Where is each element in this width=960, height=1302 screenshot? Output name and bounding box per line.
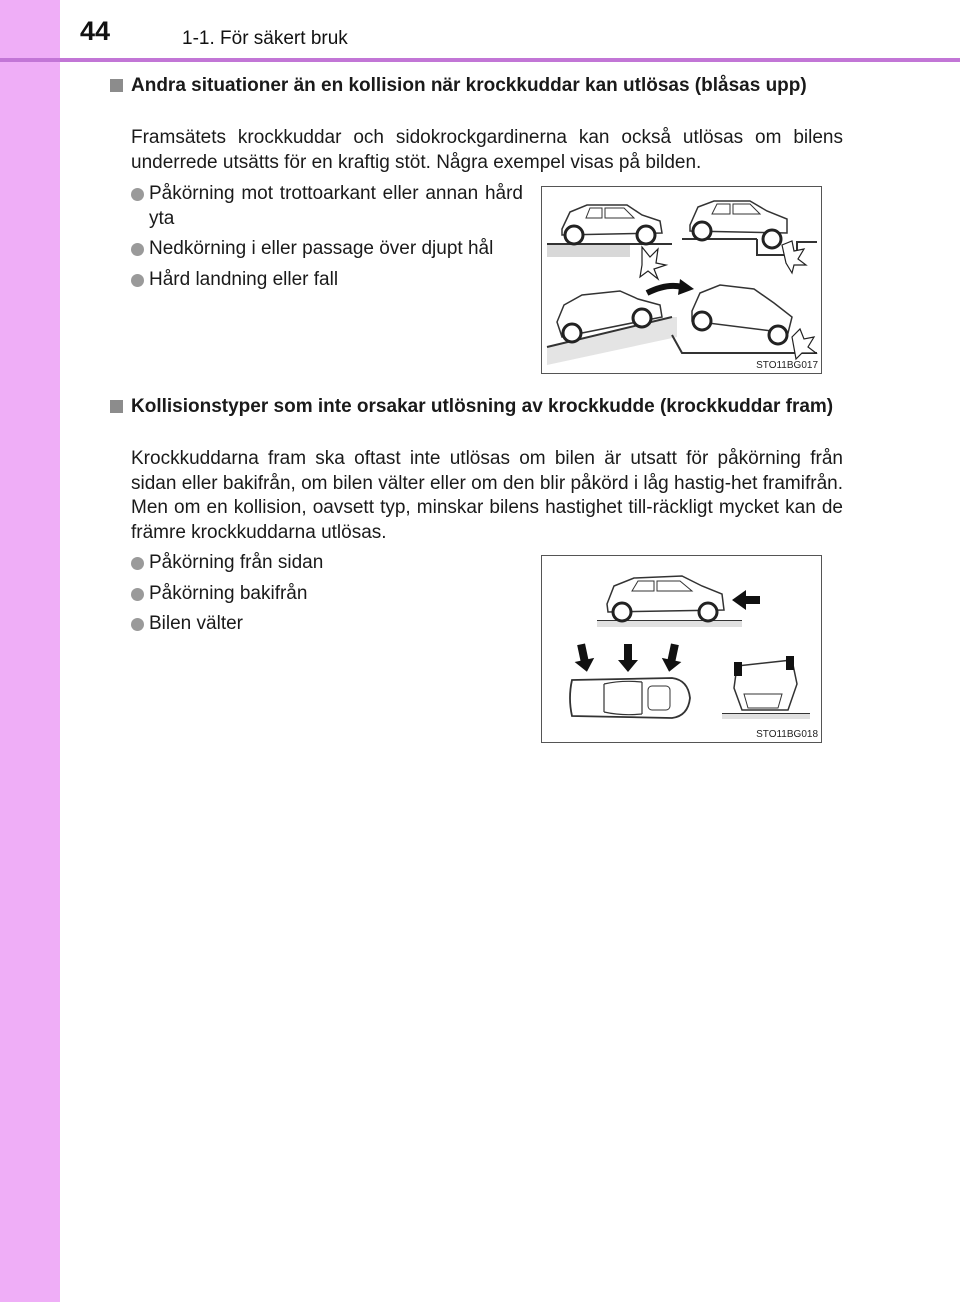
- collision-types-drawing: [542, 556, 821, 742]
- page-sidebar-tab: [0, 0, 60, 1302]
- square-bullet-icon: [110, 400, 123, 413]
- car-impact-drawing: [542, 187, 821, 373]
- list-item: [131, 551, 511, 576]
- section-paragraph: Krockkuddarna fram ska oftast inte utlösas om bilen är utsatt för påkörning från sidan eller bakifrån, om bilen välter eller om den blir påkörd i låg hastig-het framifrån. Men om en kollision, oavsett typ, minskar bilens hastighet till-räckligt mycket kan de främre krockkuddarna utlösas.: [131, 448, 843, 543]
- list-item-text: Hård landning eller fall: [149, 268, 339, 290]
- list-item-text: Påkörning mot trottoarkant eller annan hård yta: [149, 183, 523, 229]
- chapter-title: 1-1. För säkert bruk: [182, 28, 348, 49]
- figure-code: STO11BG018: [756, 729, 818, 740]
- page-number: 44: [80, 16, 111, 46]
- illustration-underbody-impact: [541, 186, 822, 374]
- circle-bullet-icon: [131, 557, 144, 570]
- list-item: [131, 237, 523, 262]
- figure-code: STO11BG017: [756, 360, 818, 371]
- circle-bullet-icon: [131, 618, 144, 631]
- bullet-list: [131, 551, 511, 643]
- section-heading-text: Andra situationer än en kollision när krockkuddar kan utlösas (blåsas upp): [131, 75, 807, 96]
- list-item: [131, 612, 511, 637]
- list-item: [131, 268, 523, 293]
- bullet-list: [131, 182, 523, 298]
- list-item-text: Påkörning bakifrån: [149, 582, 308, 604]
- header-divider: [0, 58, 960, 62]
- list-item: [131, 182, 523, 231]
- square-bullet-icon: [110, 79, 123, 92]
- section-heading: [110, 73, 850, 98]
- list-item-text: Påkörning från sidan: [149, 552, 324, 573]
- section-heading: [110, 394, 850, 419]
- section-paragraph: Framsätets krockkuddar och sidokrockgardinerna kan också utlösas om bilens underrede utsätts för en kraftig stöt. Några exempel visas på bilden.: [131, 127, 843, 173]
- list-item-text: Nedkörning i eller passage över djupt hål: [149, 238, 494, 259]
- circle-bullet-icon: [131, 188, 144, 201]
- list-item: [131, 582, 511, 607]
- list-item-text: Bilen välter: [149, 613, 243, 634]
- section-heading-text: Kollisionstyper som inte orsakar utlösning av krockkudde (krockkuddar fram): [131, 396, 834, 417]
- illustration-non-deploy-collisions: [541, 555, 822, 743]
- circle-bullet-icon: [131, 243, 144, 256]
- circle-bullet-icon: [131, 274, 144, 287]
- circle-bullet-icon: [131, 588, 144, 601]
